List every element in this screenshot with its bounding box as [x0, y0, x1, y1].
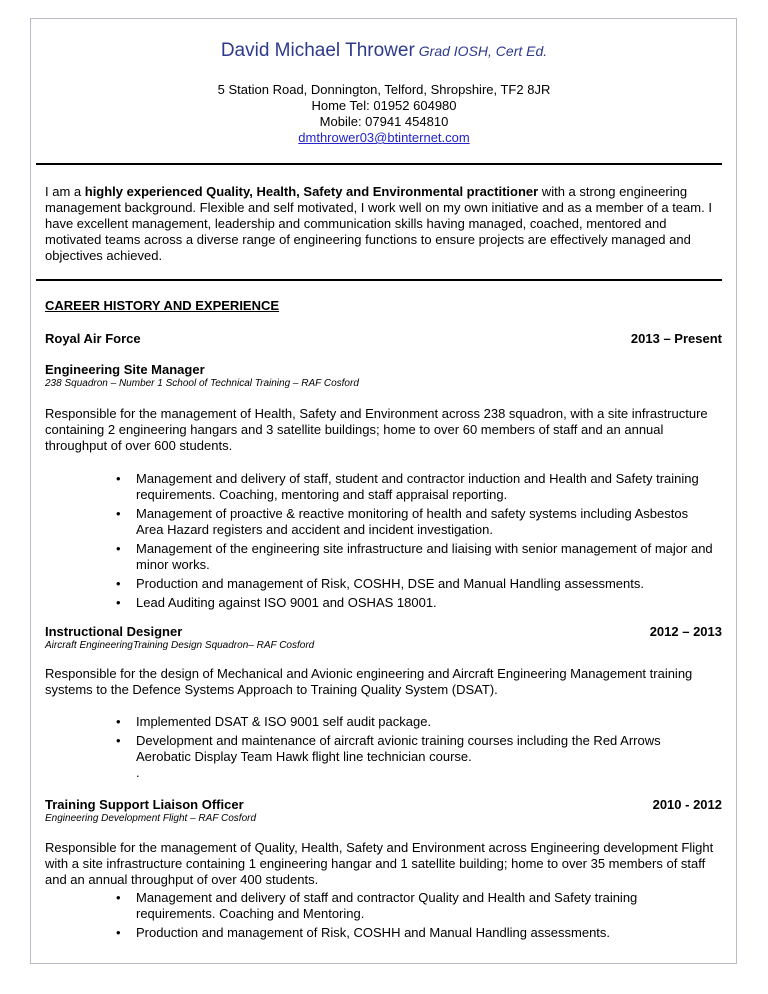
- job-dates: 2010 - 2012: [652, 797, 722, 812]
- list-item: • Management of proactive & reactive monitoring of health and safety systems including Asbestos Area Hazard registers and accident and incident investigation.: [116, 506, 716, 538]
- trailing-mark: .: [136, 765, 140, 780]
- list-item: • Management and delivery of staff and contractor Quality and Health and Safety training requirements. Coaching and Mentoring.: [116, 890, 716, 922]
- candidate-name: David Michael Thrower: [220, 40, 415, 61]
- candidate-credentials: Grad IOSH, Cert Ed.: [418, 43, 548, 59]
- candidate-name-line: [0, 40, 768, 62]
- job-summary: Responsible for the management of Quality, Health, Safety and Environment across Engineering development Flight with a site infrastructure containing 1 engineering hangar and 1 satellite building; home to over 35 members of staff and an annual throughput of over 400 students.: [45, 840, 714, 887]
- job-unit: Engineering Development Flight – RAF Cosford: [45, 813, 257, 824]
- section-title: CAREER HISTORY AND EXPERIENCE: [45, 298, 280, 313]
- email-link[interactable]: dmthrower03@btinternet.com: [298, 130, 470, 145]
- home-phone: Home Tel: 01952 604980: [311, 98, 457, 113]
- job-dates: 2012 – 2013: [649, 624, 722, 639]
- employer-name: Royal Air Force: [45, 331, 141, 346]
- employer-dates: 2013 – Present: [630, 331, 722, 346]
- job-summary: Responsible for the design of Mechanical and Avionic engineering and Aircraft Engineering Management training systems to the Defence Systems Approach to Training Quality System (DSAT).: [45, 666, 693, 697]
- profile-rest: with a strong engineering management background. Flexible and self motivated, I work well on my own initiative and as a member of a team. I have excellent management, leadership and communication skills having managed, coached, mentored and motivated teams across a diverse range of engineering functions to ensure projects are effectively managed and objectives achieved.: [45, 184, 712, 263]
- job-title: Instructional Designer: [45, 624, 183, 639]
- job-bullets: [116, 714, 716, 784]
- job-summary: Responsible for the management of Health, Safety and Environment across 238 squadron, with a site infrastructure containing 2 engineering hangars and 3 satellite buildings; home to over 60 members of staff and an annual throughput of over 600 students.: [45, 406, 708, 453]
- mobile-phone: Mobile: 07941 454810: [319, 114, 449, 129]
- job-bullets: [116, 471, 716, 614]
- address: 5 Station Road, Donnington, Telford, Shropshire, TF2 8JR: [217, 82, 551, 97]
- profile-paragraph: [45, 184, 725, 264]
- divider: [36, 163, 722, 165]
- list-item: • Lead Auditing against ISO 9001 and OSHAS 18001.: [116, 595, 716, 611]
- divider: [36, 279, 722, 281]
- list-item: • Management and delivery of staff, student and contractor induction and Health and Safety training requirements. Coaching, mentoring and staff appraisal reporting.: [116, 471, 716, 503]
- list-item: • Development and maintenance of aircraft avionic training courses including the Red Arrows Aerobatic Display Team Hawk flight line technician course.: [116, 733, 716, 765]
- list-item: • Production and management of Risk, COSHH and Manual Handling assessments.: [116, 925, 716, 941]
- job-unit: 238 Squadron – Number 1 School of Technical Training – RAF Cosford: [45, 378, 359, 389]
- list-item: • Production and management of Risk, COSHH, DSE and Manual Handling assessments.: [116, 576, 716, 592]
- list-item: • Implemented DSAT & ISO 9001 self audit package.: [116, 714, 716, 730]
- job-row: [45, 624, 722, 639]
- job-title: Training Support Liaison Officer: [45, 797, 244, 812]
- list-item: • Management of the engineering site infrastructure and liaising with senior management of major and minor works.: [116, 541, 716, 573]
- job-row: [45, 797, 722, 812]
- job-bullets: [116, 890, 716, 944]
- profile-intro: I am a: [45, 184, 85, 199]
- job-title: Engineering Site Manager: [45, 362, 205, 377]
- employer-row: [45, 331, 722, 346]
- job-unit: Aircraft EngineeringTraining Design Squadron– RAF Cosford: [45, 640, 315, 651]
- profile-highlight: highly experienced Quality, Health, Safety and Environmental practitioner: [84, 184, 539, 199]
